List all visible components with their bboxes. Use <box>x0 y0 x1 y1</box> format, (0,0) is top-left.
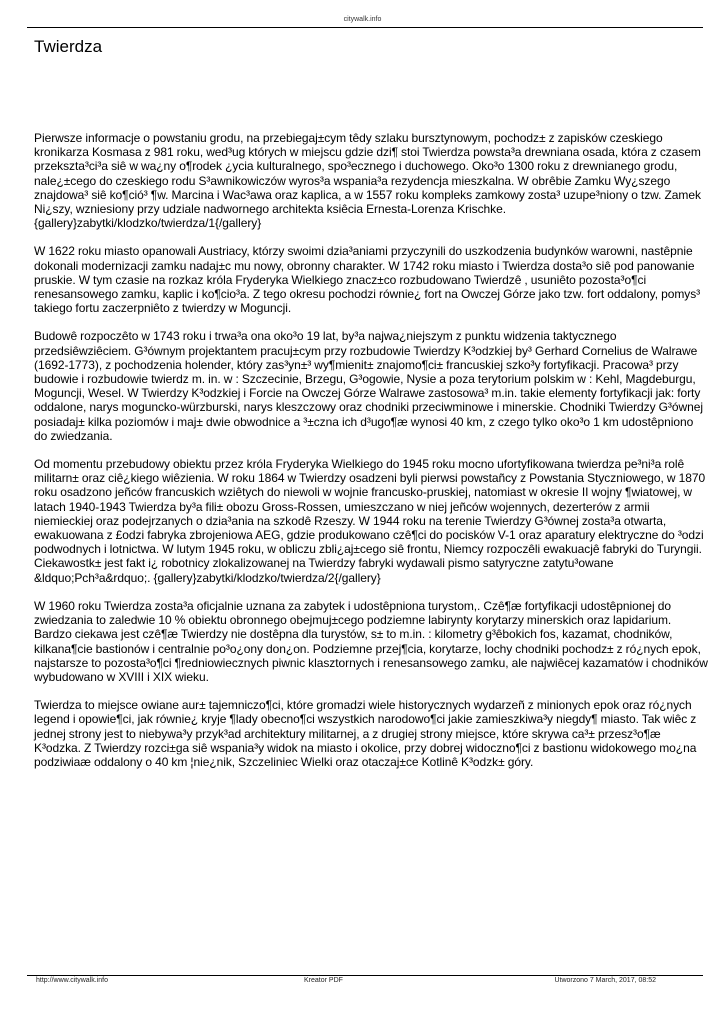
site-header: citywalk.info <box>343 16 382 23</box>
footer-created-date: Utworzono 7 March, 2017, 08:52 <box>554 977 656 984</box>
footer-generator: Kreator PDF <box>304 977 343 984</box>
page-footer <box>36 977 656 987</box>
bottom-divider <box>27 975 703 976</box>
article-body <box>34 131 709 783</box>
paragraph-1: Pierwsze informacje o powstaniu grodu, na przebiegaj±cym têdy szlaku bursztynowym, pochodz± z zapisków czeskiego kronikarza Kosmasa z 981 roku, wed³ug których w miejscu gdzie dzi¶ stoi Twierdza powsta³a drewniana osada, która z czasem przekszta³ci³a siê w wa¿ny o¶rodek ¿ycia kulturalnego, spo³ecznego i duchowego. Oko³o 1300 roku z drewnianego grodu, nale¿±cego do czeskiego rodu S³awnikowiczów wyros³a wspania³a rezydencja mieszkalna. W obrêbie Zamku Wy¿szego znajdowa³ siê ko¶ció³ ¶w. Marcina i Wac³awa oraz kaplica, a w 1557 roku kompleks zamkowy zosta³ uzupe³niony o tzw. Zamek Ni¿szy, wzniesiony przy udziale nadwornego architekta ksiêcia Ernesta-Lorenza Krischke. {gallery}zabytki/klodzko/twierdza/1{/gallery} <box>34 131 701 231</box>
page-title: Twierdza <box>34 37 103 56</box>
paragraph-4: Od momentu przebudowy obiektu przez króla Fryderyka Wielkiego do 1945 roku mocno ufortyfikowana twierdza pe³ni³a rolê militarn± oraz ciê¿kiego wiêzienia. W roku 1864 w Twierdzy osadzeni byli pierwsi powstañcy z Powstania Styczniowego, w 1870 roku osadzono jeñców francuskich wziêtych do niewoli w wojnie francusko-pruskiej, natomiast w okresie II wojny ¶wiatowej, w latach 1940-1943 Twierdza by³a fili± obozu Gross-Rossen, umieszczano w niej jeñców wojennych, dezerterów z armii niemieckiej oraz podejrzanych o dzia³ania na szkodê Rzeszy. W 1944 roku na terenie Twierdzy G³ównej zosta³a otwarta, ewakuowana z £odzi fabryka zbrojeniowa AEG, gdzie produkowano czê¶ci do pocisków V-1 oraz aparatury elektryczne do ³odzi podwodnych i lotnictwa. W lutym 1945 roku, w obliczu zbli¿aj±cego siê frontu, Niemcy rozpoczêli ewakuacjê fabryki do Turyngii. Ciekawostk± jest fakt i¿ robotnicy zlokalizowanej na Twierdzy fabryki wydawali pismo satyryczne zatytu³owane &ldquo;Pch³a&rdquo;. {gallery}zabytki/klodzko/twierdza/2{/gallery} <box>34 457 706 585</box>
paragraph-3: Budowê rozpoczêto w 1743 roku i trwa³a ona oko³o 19 lat, by³a najwa¿niejszym z punktu widzenia taktycznego przedsiêwziêciem. G³ównym projektantem pracuj±cym przy rozbudowie Twierdzy K³odzkiej by³ Gerhard Cornelius de Walrawe (1692-1773), z pochodzenia holender, który zas³yn±³ wy¶mienit± znajomo¶ci± francuskiej szko³y fortyfikacji. Pracowa³ przy budowie i rozbudowie twierdz m. in. w : Szczecinie, Brzegu, G³ogowie, Nysie a poza terytorium polskim w : Kehl, Magdeburgu, Moguncji, Wesel. W Twierdzy K³odzkiej i Forcie na Owczej Górze Walrawe zastosowa³ m.in. takie elementy fortyfikacji jak: forty oddalone, narys moguncko-würzburski, narys kleszczowy oraz chodniki przeciwminowe i minerskie. Chodniki Twierdzy G³ównej posiadaj± kilka poziomów i maj± dwie obwodnice a ³±czna ich d³ugo¶æ wynosi 40 km, z czego tylko oko³o 1 km udostêpniono do zwiedzania. <box>34 329 703 443</box>
top-divider <box>27 27 703 28</box>
paragraph-5: W 1960 roku Twierdza zosta³a oficjalnie uznana za zabytek i udostêpniona turystom,. Czê¶æ fortyfikacji udostêpnionej do zwiedzania to zaledwie 10 % obiektu obronnego obejmuj±cego podziemne labirynty korytarzy minerskich oraz lapidarium. Bardzo ciekawa jest czê¶æ Twierdzy nie dostêpna dla turystów, s± to m.in. : kilometry g³êbokich fos, kazamat, chodników, kilkana¶cie bastionów i centralnie po³o¿ony don¿on. Podziemne przej¶cia, korytarze, lochy chodniki pochodz± z ró¿nych epok, najstarsze to pozosta³o¶ci ¶redniowiecznych piwnic klasztornych i renesansowego zamku, ale najwiêcej kazamatów i chodników wybudowano w XVIII i XIX wieku. <box>34 598 708 684</box>
paragraph-2: W 1622 roku miasto opanowali Austriacy, którzy swoimi dzia³aniami przyczynili do uszkodzenia budynków warowni, nastêpnie dokonali modernizacji zamku nadaj±c mu nowy, obronny charakter. W 1742 roku miasto i Twierdza dosta³o siê pod panowanie pruskie. W tym czasie na rozkaz króla Fryderyka Wielkiego znacz±co rozbudowano Twierdzê , usuniêto pozosta³o¶ci renesansowego zamku, kaplic i ko¶cio³a. Z tego okresu pochodzi równie¿ fort na Owczej Górze jako tzw. fort oddalony, pomys³ takiego fortu zaczerpniêto z twierdzy w Moguncji. <box>34 244 701 316</box>
footer-url: http://www.citywalk.info <box>36 977 108 984</box>
paragraph-6: Twierdza to miejsce owiane aur± tajemniczo¶ci, które gromadzi wiele historycznych wydarzeñ z minionych epok oraz ró¿nych legend i opowie¶ci, jak równie¿ kryje ¶lady obecno¶ci wszystkich narodowo¶ci jakie zamieszkiwa³y niegdy¶ miasto. Tak wiêc z jednej strony jest to niebywa³y przyk³ad architektury militarnej, a z drugiej strony miejsce, które skrywa ca³± przesz³o¶æ K³odzka. Z Twierdzy rozci±ga siê wspania³y widok na miasto i okolice, przy dobrej widoczno¶ci z bastionu widokowego mo¿na podziwiaæ oddalony o 40 km ¦nie¿nik, Szczeliniec Wielki oraz otaczaj±ce Kotlinê K³odzk± góry. <box>34 698 697 769</box>
